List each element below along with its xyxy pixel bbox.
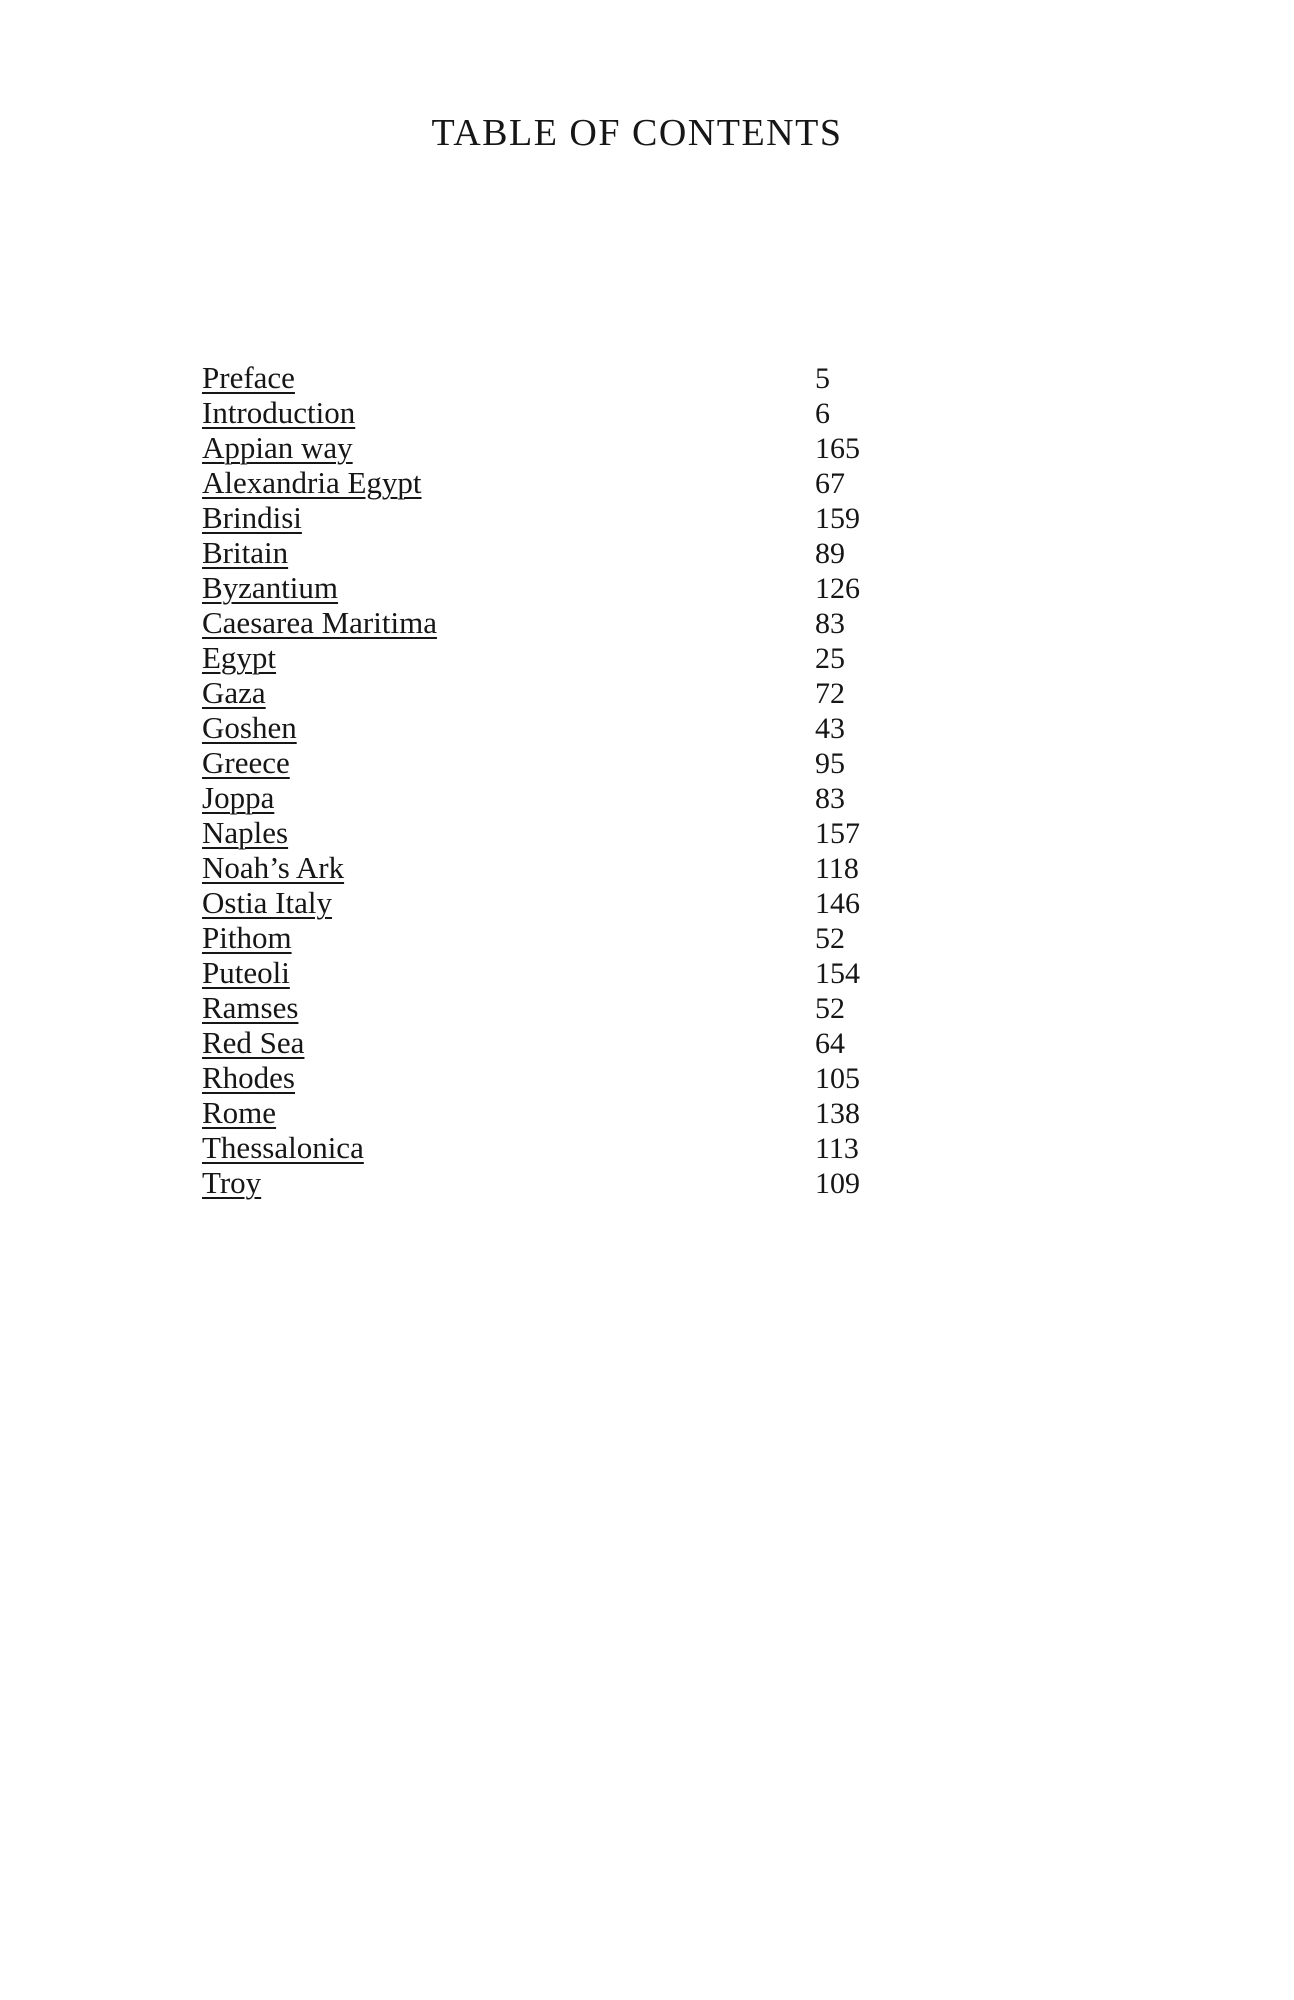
toc-row: [202, 465, 1102, 500]
toc-list: [202, 360, 1102, 1200]
toc-page-number: 118: [815, 852, 859, 885]
toc-entry-link[interactable]: Rome: [202, 1095, 277, 1130]
toc-row: [202, 640, 1102, 675]
toc-page-number: 52: [815, 992, 845, 1025]
toc-row: [202, 1165, 1102, 1200]
toc-page-number: 95: [815, 747, 845, 780]
toc-entry-link[interactable]: Greece: [202, 745, 290, 780]
toc-page-number: 52: [815, 922, 845, 955]
toc-page-number: 25: [815, 642, 845, 675]
toc-row: [202, 780, 1102, 815]
toc-page-number: 83: [815, 782, 845, 815]
toc-row: [202, 500, 1102, 535]
toc-row: [202, 675, 1102, 710]
toc-entry-link[interactable]: Rhodes: [202, 1060, 295, 1095]
toc-entry-link[interactable]: Britain: [202, 535, 289, 570]
toc-page-number: 165: [815, 432, 860, 465]
toc-entry-link[interactable]: Red Sea: [202, 1025, 305, 1060]
toc-entry-link[interactable]: Egypt: [202, 640, 277, 675]
toc-row: [202, 885, 1102, 920]
toc-row: [202, 815, 1102, 850]
page-title: TABLE OF CONTENTS: [431, 112, 843, 154]
toc-row: [202, 710, 1102, 745]
toc-page-number: 6: [815, 397, 830, 430]
toc-entry-link[interactable]: Noah’s Ark: [202, 850, 345, 885]
toc-page-number: 159: [815, 502, 860, 535]
toc-row: [202, 605, 1102, 640]
toc-entry-link[interactable]: Byzantium: [202, 570, 339, 605]
toc-entry-link[interactable]: Brindisi: [202, 500, 302, 535]
toc-row: [202, 360, 1102, 395]
toc-entry-link[interactable]: Thessalonica: [202, 1130, 364, 1165]
toc-entry-link[interactable]: Introduction: [202, 395, 356, 430]
toc-row: [202, 1025, 1102, 1060]
toc-page-number: 43: [815, 712, 845, 745]
toc-entry-link[interactable]: Goshen: [202, 710, 297, 745]
toc-entry-link[interactable]: Naples: [202, 815, 289, 850]
toc-row: [202, 920, 1102, 955]
toc-page-number: 5: [815, 362, 830, 395]
toc-entry-link[interactable]: Alexandria Egypt: [202, 465, 422, 500]
toc-page-number: 146: [815, 887, 860, 920]
toc-page-number: 113: [815, 1132, 859, 1165]
toc-page-number: 154: [815, 957, 860, 990]
toc-entry-link[interactable]: Gaza: [202, 675, 266, 710]
toc-row: [202, 850, 1102, 885]
toc-row: [202, 1130, 1102, 1165]
toc-entry-link[interactable]: Troy: [202, 1165, 262, 1200]
toc-page-number: 64: [815, 1027, 845, 1060]
toc-entry-link[interactable]: Ostia Italy: [202, 885, 332, 920]
toc-entry-link[interactable]: Joppa: [202, 780, 275, 815]
toc-page-number: 83: [815, 607, 845, 640]
toc-entry-link[interactable]: Appian way: [202, 430, 353, 465]
toc-page-number: 105: [815, 1062, 860, 1095]
toc-page-number: 109: [815, 1167, 860, 1200]
toc-entry-link[interactable]: Preface: [202, 360, 295, 395]
toc-page-number: 67: [815, 467, 845, 500]
toc-entry-link[interactable]: Ramses: [202, 990, 299, 1025]
toc-entry-link[interactable]: Puteoli: [202, 955, 290, 990]
toc-row: [202, 745, 1102, 780]
toc-row: [202, 395, 1102, 430]
toc-page-number: 72: [815, 677, 845, 710]
toc-entry-link[interactable]: Pithom: [202, 920, 292, 955]
toc-entry-link[interactable]: Caesarea Maritima: [202, 605, 437, 640]
toc-row: [202, 430, 1102, 465]
toc-row: [202, 1060, 1102, 1095]
toc-page-number: 126: [815, 572, 860, 605]
toc-row: [202, 570, 1102, 605]
toc-row: [202, 955, 1102, 990]
toc-row: [202, 1095, 1102, 1130]
toc-page-number: 157: [815, 817, 860, 850]
toc-page-number: 89: [815, 537, 845, 570]
toc-row: [202, 535, 1102, 570]
toc-row: [202, 990, 1102, 1025]
toc-page-number: 138: [815, 1097, 860, 1130]
